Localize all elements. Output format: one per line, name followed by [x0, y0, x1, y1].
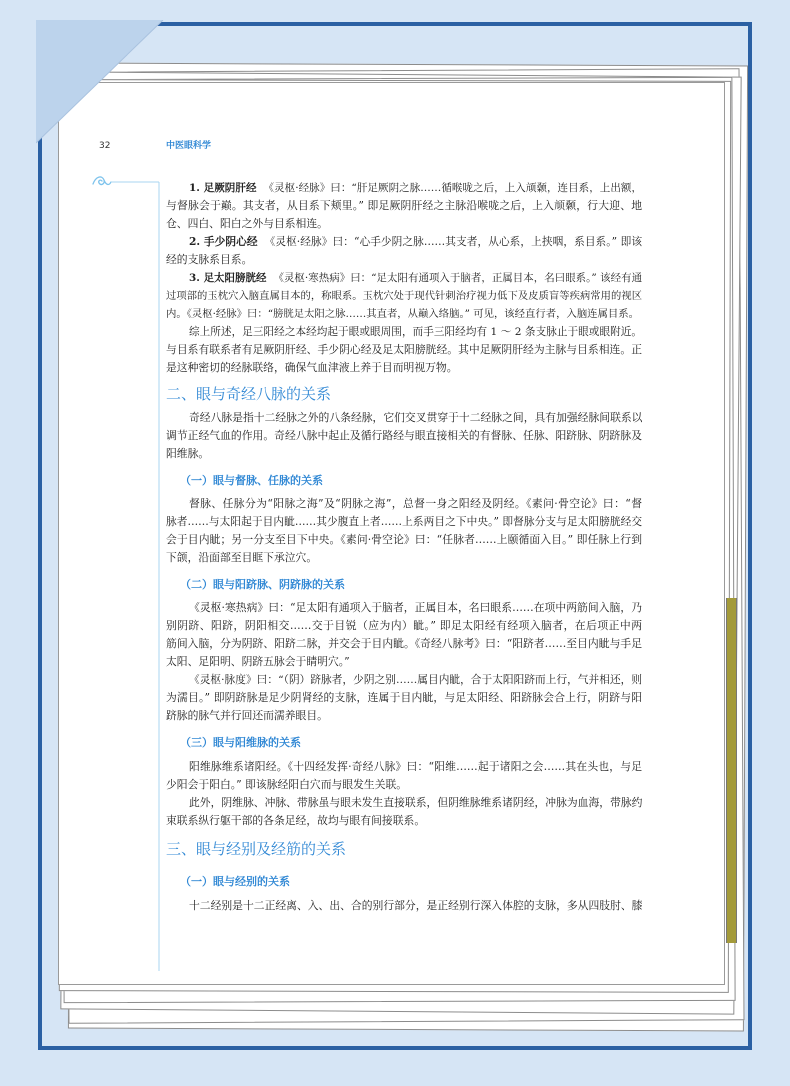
text-line: 别阴跻、阳跻，阴阳相交……交于目锐（应为内）眦。” 即足太阳经有经项入脑者，在后项正中两: [166, 619, 642, 632]
text-line: 内。《灵枢·经脉》曰：“膀胱足太阳之脉……其直者，从巅入络脑。” 可见，该经直行者，入脑连属目系。: [166, 308, 639, 320]
margin-decoration: [89, 171, 164, 976]
section-heading: 二、眼与奇经八脉的关系: [166, 385, 332, 403]
text-line: 筋间入脑，分为阴跻、阳跻二脉，并交会于目内眦。《奇经八脉考》曰：“阳跻者……至目内眦与手足: [166, 637, 642, 650]
subsection-heading: （一）眼与经别的关系: [180, 875, 290, 888]
text-line: 调节正经气血的作用。奇经八脉中起止及循行路经与眼直接相关的有督脉、任脉、阳跻脉、阴跻脉及: [166, 429, 642, 442]
text-line: 奇经八脉是指十二经脉之外的八条经脉，它们交叉贯穿于十二经脉之间，具有加强经脉间联系以: [189, 411, 642, 424]
bold-lead: 3. 足太阳膀胱经: [189, 272, 267, 284]
paragraph: [166, 599, 642, 671]
text-line: 与目系有联系者有足厥阴肝经、手少阴心经及足太阳膀胱经。其中足厥阴肝经为主脉与目系相连。正: [166, 343, 642, 356]
text-line: 此外，阴维脉、冲脉、带脉虽与眼未发生直接联系，但阴维脉维系诸阴经，冲脉为血海，带脉约: [189, 796, 642, 809]
text-line: 跻脉的脉气并行回还而濡养眼目。: [166, 709, 328, 722]
paragraph: [166, 671, 642, 725]
corner-fold: [36, 20, 166, 146]
subsection-heading: （一）眼与督脉、任脉的关系: [180, 474, 323, 487]
paragraph: [166, 233, 642, 269]
text-line: 束联系纵行躯干部的各条足经，故均与眼有间接联系。: [166, 814, 426, 827]
text-line: 《灵枢·寒热病》曰：“足太阳有通项入于脑者，正属目本，名曰眼系……在项中两筋间入脑，乃: [189, 601, 642, 614]
text-line: 会于目内眦；另一分支至目下中央。《素问·骨空论》曰：“任脉者……上颐循面入目。” 即任脉上行到: [166, 533, 642, 546]
paragraph: [166, 409, 642, 463]
paragraph: [166, 794, 642, 830]
text-line: 是这种密切的经脉联络，确保气血津液上养于目而明视万物。: [166, 361, 458, 374]
main-page: [58, 82, 725, 985]
running-title: 中医眼科学: [166, 141, 212, 151]
text-line: 阳维脉维系诸阳经。《十四经发挥·奇经八脉》曰：“阳维……起于诸阳之会……其在头也，与足: [189, 760, 642, 773]
paragraph: [166, 897, 642, 915]
text-line: 经的支脉系目系。: [166, 253, 253, 266]
text-span: 《灵枢·寒热病》曰：“足太阳有通项入于脑者，正属目本，名曰眼系。” 该经有通: [273, 272, 642, 284]
text-line: 过项部的玉枕穴入脑直属目本的，称眼系。玉枕穴处于现代针刺治疗视力低下及皮质盲等疾病常用的视区: [166, 290, 642, 302]
bold-lead: 2. 手少阴心经: [189, 235, 258, 248]
wave-ornament-icon: [93, 177, 111, 185]
paragraph: [166, 323, 642, 377]
page-frame: [38, 22, 752, 1050]
bold-lead: 1. 足厥阴肝经: [189, 182, 257, 194]
text-line: 综上所述，足三阳经之本经均起于眼或眼周围，而手三阳经均有 1 ～ 2 条支脉止于眼或眼附近。: [189, 326, 642, 338]
page-number: 32: [99, 141, 111, 151]
text-line: 《灵枢·脉度》曰：“（阴）跻脉者，少阴之别……属目内眦，合于太阳阳跻而上行，气并相还，则: [189, 673, 642, 686]
paragraph: [166, 758, 642, 794]
paragraph: [166, 269, 642, 323]
paragraph: [166, 179, 642, 233]
text-line: 十二经别是十二正经离、入、出、合的别行部分，是正经别行深入体腔的支脉，多从四肢肘、膝: [189, 899, 642, 912]
text-line: 仓、四白、阳白之外与目系相连。: [166, 217, 328, 230]
text-line: 少阳会于阳白。” 即该脉经阳白穴而与眼发生关联。: [166, 778, 408, 791]
text-line: 阳维脉。: [166, 447, 210, 460]
text-line: 太阳、足阳明、阴跻五脉会于睛明穴。”: [166, 655, 350, 668]
paragraph: [166, 495, 642, 567]
text-span: 《灵枢·经脉》曰：“心手少阴之脉……其支者，从心系，上挟咽，系目系。” 即该: [264, 235, 642, 248]
text-line: [166, 233, 642, 251]
text-line: 为濡目。” 即阴跻脉是足少阴肾经的支脉，连属于目内眦，与足太阳经、阳跻脉会合上行，阴跻与阳: [166, 691, 642, 704]
text-line: 脉者……与太阳起于目内眦……其少腹直上者……上系两目之下中央。” 即督脉分支与足太阳膀胱经交: [166, 515, 642, 528]
text-line: 与督脉会于巅。其支者，从目系下颊里。” 即足厥阴肝经之主脉沿喉咙之后，上入颃颡，行大迎、地: [166, 199, 642, 212]
text-line: [166, 269, 642, 287]
text-line: 督脉、任脉分为“阳脉之海”及“阴脉之海”，总督一身之阳经及阴经。《素问·骨空论》曰：“督: [189, 497, 642, 510]
text-line: 下颌，沿面部至目眶下承泣穴。: [166, 551, 318, 564]
section-heading: 三、眼与经别及经筋的关系: [166, 840, 347, 858]
text-line: [166, 179, 642, 197]
subsection-heading: （二）眼与阳跻脉、阴跻脉的关系: [180, 578, 345, 591]
text-span: 《灵枢·经脉》曰：“肝足厥阴之脉……循喉咙之后，上入颃颡，连目系，上出额，: [263, 182, 642, 194]
olive-page-edge: [726, 598, 737, 943]
subsection-heading: （三）眼与阳维脉的关系: [180, 736, 301, 749]
